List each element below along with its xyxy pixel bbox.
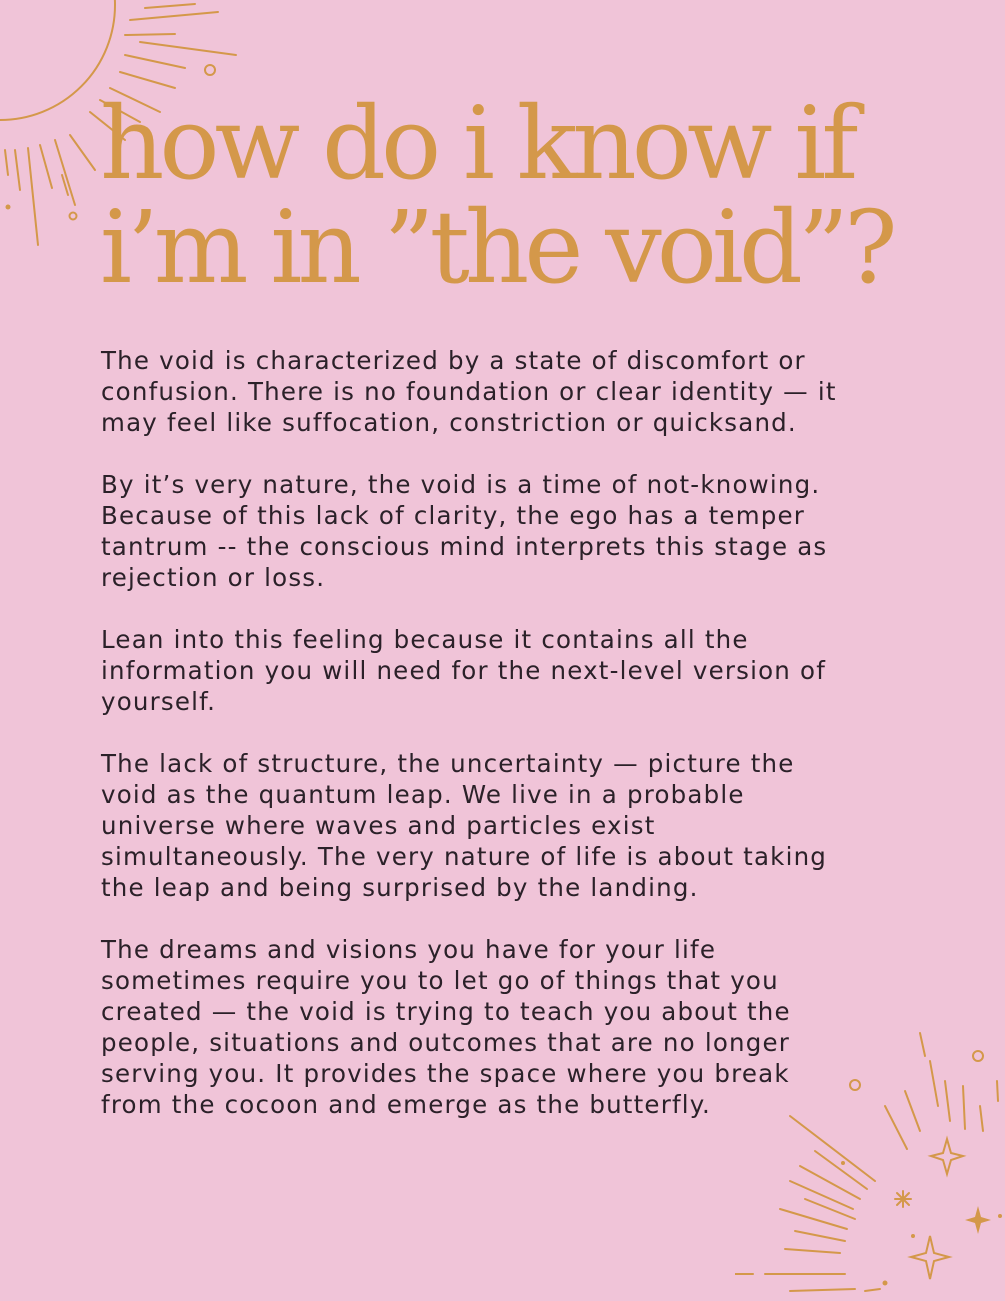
page-title-line-1: how do i know if — [100, 85, 854, 202]
sparkle-burst-icon — [735, 1021, 1005, 1301]
paragraph-4: The lack of structure, the uncertainty — picture the void as the quantum leap. We live in a probable universe where waves and particles exist simultaneously. The very nature of life is about taking the leap and being surprised by the landing. — [101, 749, 828, 902]
page-title-line-2: i’m in ”the void”? — [100, 189, 893, 306]
page-title — [100, 85, 900, 306]
paragraph-5: The dreams and visions you have for your life sometimes require you to let go of things that you created — the void is trying to teach you about the people, situations and outcomes that are no longer serving you. It provides the space where you break from the cocoon and emerge as the butterfly. — [101, 935, 791, 1119]
paragraph-2: By it’s very nature, the void is a time of not-knowing. Because of this lack of clarity, the ego has a temper tantrum -- the conscious mind interprets this stage as rejection or loss. — [101, 470, 828, 592]
paragraph-1: The void is characterized by a state of discomfort or confusion. There is no foundation or clear identity — it may feel like suffocation, constriction or quicksand. — [101, 346, 837, 437]
paragraph-3: Lean into this feeling because it contains all the information you will need for the next-level version of yourself. — [101, 625, 827, 716]
